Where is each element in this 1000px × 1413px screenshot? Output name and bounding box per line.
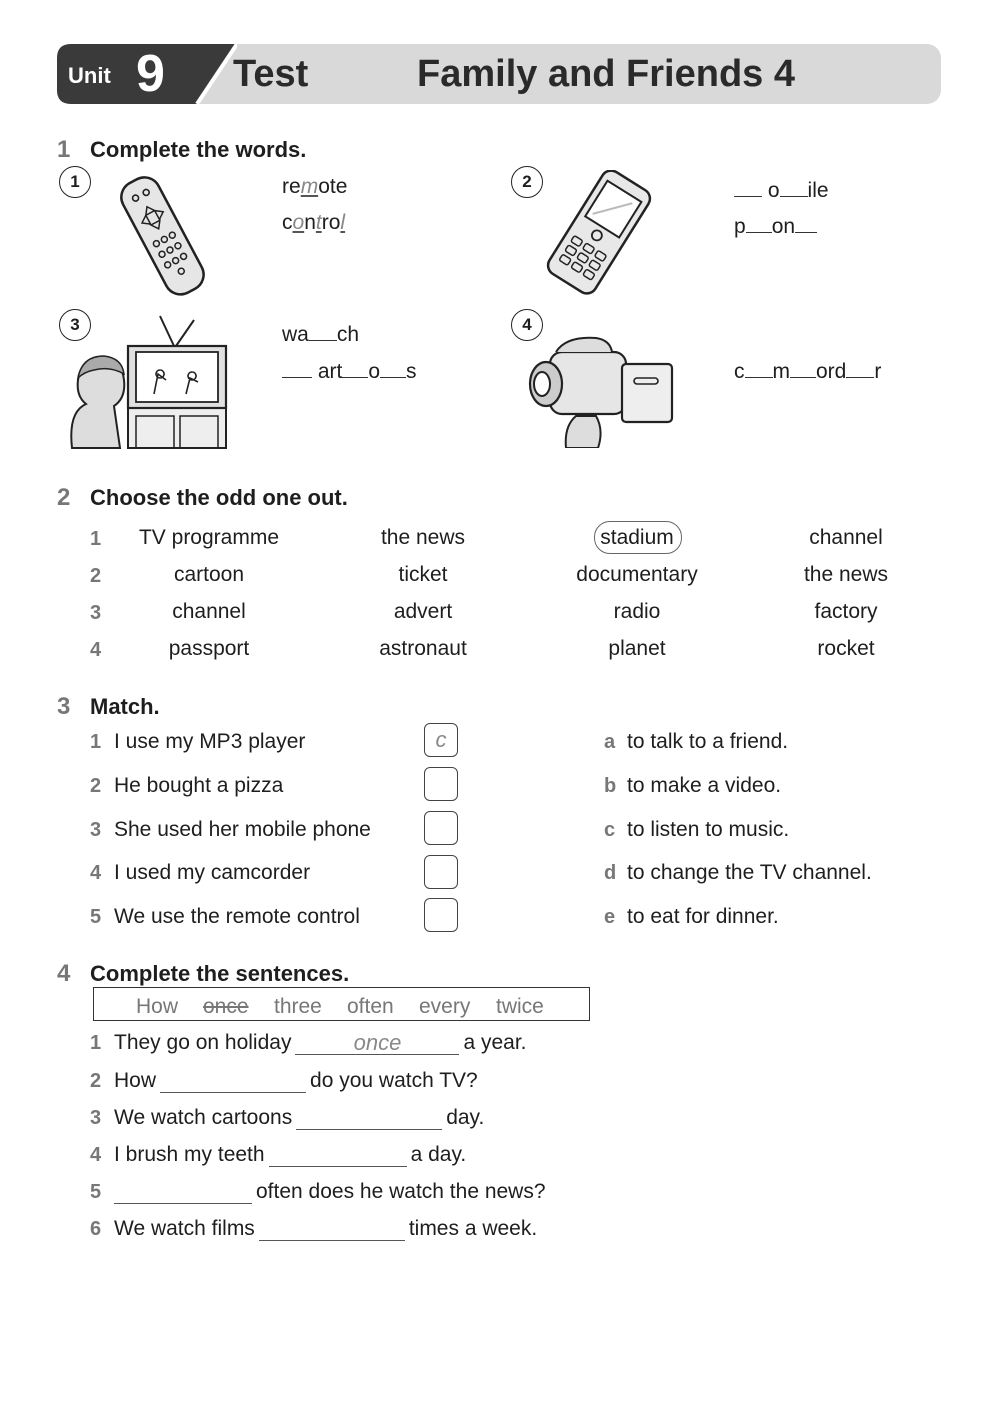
odd-word[interactable]: planet (608, 637, 666, 660)
match-right: to make a video. (627, 774, 782, 797)
row-number: 3 (90, 819, 102, 841)
sentence: We watch cartoons day. (114, 1106, 485, 1129)
odd-word[interactable]: the news (803, 563, 889, 586)
word-box-item: three (274, 995, 322, 1018)
match-left: She used her mobile phone (114, 818, 371, 841)
item-number: 4 (511, 309, 543, 341)
match-letter: e (604, 906, 616, 928)
odd-word[interactable]: passport (168, 637, 250, 660)
word-camcorder: c m ord r (734, 356, 881, 384)
remote-control-icon (106, 170, 218, 300)
match-letter: c (604, 819, 616, 841)
section-1-number: 1 (57, 136, 71, 163)
word-box-item: How (136, 995, 179, 1018)
answer-line[interactable]: once (295, 1032, 459, 1055)
match-left: He bought a pizza (114, 774, 284, 797)
unit-label: Unit (68, 63, 111, 88)
answer-line[interactable] (296, 1107, 442, 1130)
answer-line[interactable] (114, 1181, 252, 1204)
sentence: I brush my teeth a day. (114, 1143, 467, 1166)
answer-line[interactable] (160, 1070, 306, 1093)
row-number: 4 (90, 1144, 102, 1166)
row-number: 3 (90, 602, 102, 624)
word-box-item: every (419, 995, 471, 1018)
sentence: How do you watch TV? (114, 1069, 478, 1092)
row-number: 4 (90, 862, 102, 884)
mobile-phone-icon (534, 170, 664, 295)
word-phone: p on (734, 211, 817, 239)
match-answer-box[interactable] (424, 767, 458, 801)
item-number: 3 (59, 309, 91, 341)
row-number: 2 (90, 565, 102, 587)
odd-word[interactable]: factory (814, 600, 878, 623)
item-number: 2 (511, 166, 543, 198)
odd-word[interactable]: channel (809, 526, 883, 549)
word-cartoons: art o s (282, 356, 417, 384)
row-number: 2 (90, 775, 102, 797)
section-1-title: Complete the words. (90, 137, 307, 162)
match-left: I use my MP3 player (114, 730, 306, 753)
section-2-title: Choose the odd one out. (90, 485, 348, 510)
match-left: I used my camcorder (114, 861, 311, 884)
odd-word-selected[interactable]: stadium (600, 526, 674, 549)
odd-word[interactable]: cartoon (173, 563, 245, 586)
word-mobile: o ile (734, 175, 829, 203)
row-number: 1 (90, 731, 102, 753)
match-letter: b (604, 775, 617, 797)
row-number: 2 (90, 1070, 102, 1092)
section-3-number: 3 (57, 693, 71, 720)
match-answer-box[interactable] (424, 898, 458, 932)
odd-word[interactable]: channel (172, 600, 246, 623)
match-left: We use the remote control (114, 905, 360, 928)
word-box-item: often (347, 995, 394, 1018)
row-number: 5 (90, 906, 102, 928)
odd-word[interactable]: documentary (576, 563, 698, 586)
match-right: to listen to music. (627, 818, 790, 841)
word-box-item-used: once (203, 995, 249, 1018)
row-number: 6 (90, 1218, 102, 1240)
odd-word[interactable]: radio (613, 600, 661, 623)
match-right: to change the TV channel. (627, 861, 872, 884)
test-title: Test (233, 53, 309, 95)
match-letter: a (604, 731, 616, 753)
row-number: 4 (90, 639, 102, 661)
odd-word[interactable]: the news (380, 526, 466, 549)
book-title: Family and Friends 4 (417, 53, 795, 95)
match-right: to eat for dinner. (627, 905, 779, 928)
section-4-number: 4 (57, 960, 71, 987)
answer-line[interactable] (269, 1144, 407, 1167)
match-answer-box[interactable] (424, 855, 458, 889)
odd-word[interactable]: astronaut (379, 637, 467, 660)
camcorder-icon (526, 330, 676, 448)
sentence: often does he watch the news? (114, 1180, 546, 1204)
sentence: We watch films times a week. (114, 1217, 538, 1240)
odd-word[interactable]: advert (393, 600, 453, 623)
sentence: They go on holiday once a year. (114, 1030, 527, 1055)
match-answer-box[interactable]: c (424, 723, 458, 757)
row-number: 3 (90, 1107, 102, 1129)
item-number: 1 (59, 166, 91, 198)
answer-line[interactable] (259, 1218, 405, 1241)
odd-word[interactable]: rocket (817, 637, 875, 660)
word-control: control (282, 211, 346, 234)
word-remote: remote (282, 175, 348, 198)
row-number: 1 (90, 1032, 102, 1054)
section-2-number: 2 (57, 484, 71, 511)
match-right: to talk to a friend. (627, 730, 789, 753)
section-3-title: Match. (90, 694, 160, 719)
unit-number: 9 (136, 45, 165, 103)
odd-word[interactable]: TV programme (138, 526, 280, 549)
row-number: 1 (90, 528, 102, 550)
row-number: 5 (90, 1181, 102, 1203)
person-watching-tv-icon (64, 312, 232, 450)
odd-word[interactable]: ticket (398, 563, 448, 586)
match-answer-box[interactable] (424, 811, 458, 845)
word-watch: wa ch (282, 319, 359, 347)
section-4-title: Complete the sentences. (90, 961, 350, 986)
match-letter: d (604, 862, 617, 884)
word-box-item: twice (496, 995, 544, 1018)
